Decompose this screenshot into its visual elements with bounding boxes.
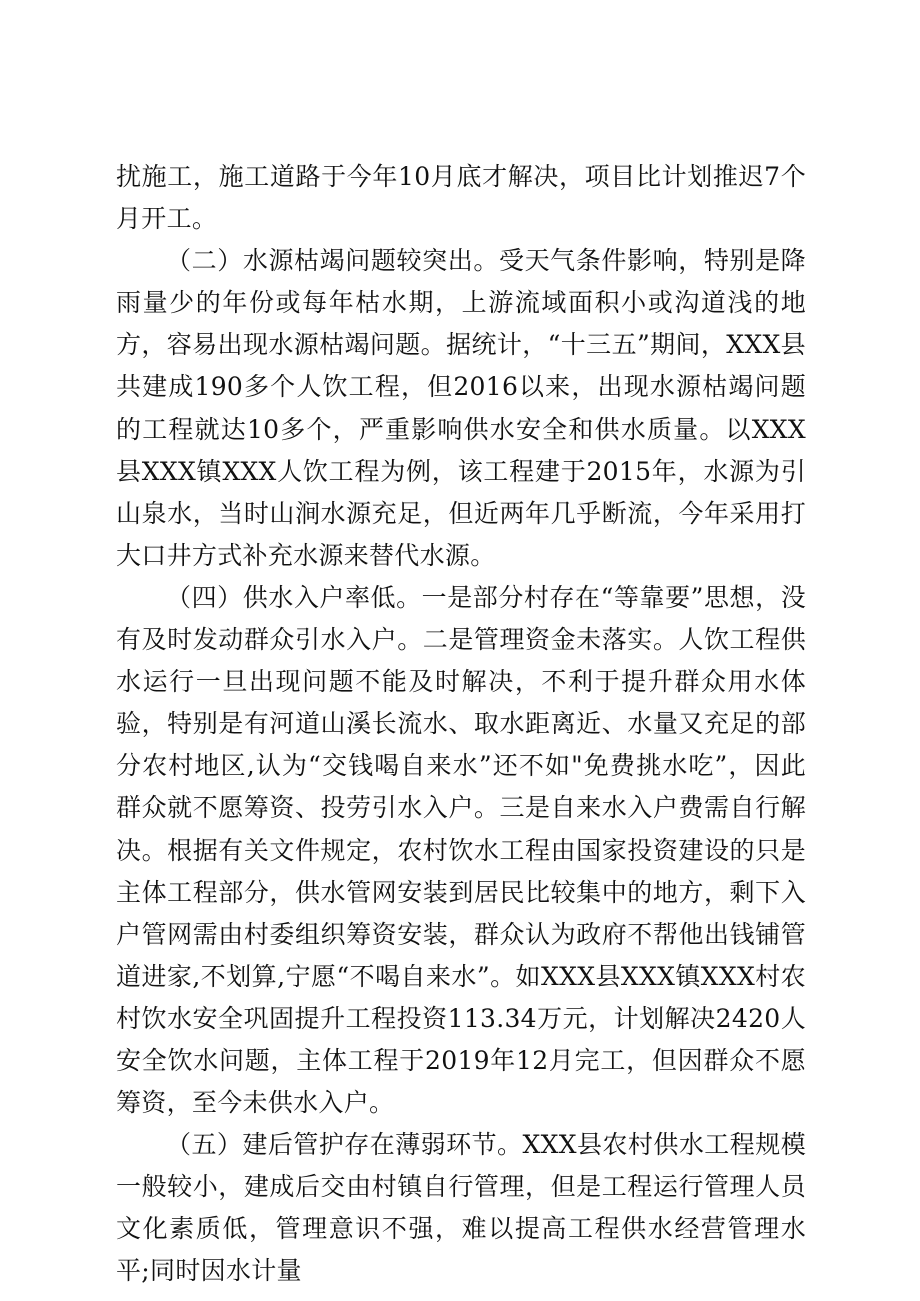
paragraph-low-household-connection: （四）供水入户率低。一是部分村存在“等靠要”思想，没有及时发动群众引水入户。二是管理资金未落实。人饮工程供水运行一旦出现问题不能及时解决，不利于提升群众用水体验，特别是有河道山溪长流水、取水距离近、水量又充足的部分农村地区,认为“交钱喝自来水”还不如"免费挑水吃”，因此群众就不愿筹资、投劳引水入户。三是自来水入户费需自行解决。根据有关文件规定，农村饮水工程由国家投资建设的只是主体工程部分，供水管网安装到居民比较集中的地方，剩下入户管网需由村委组织筹资安装，群众认为政府不帮他出钱铺管道进家,不划算,宁愿“不喝自来水”。如XXX县XXX镇XXX村农村饮水安全巩固提升工程投资113.34万元，计划解决2420人安全饮水问题，主体工程于2019年12月完工，但因群众不愿筹资，至今未供水入户。	[116, 582, 806, 1118]
paragraph-post-construction-management: （五）建后管护存在薄弱环节。XXX县农村供水工程规模一般较小，建成后交由村镇自行管理，但是工程运行管理人员文化素质低，管理意识不强，难以提高工程供水经营管理水平;同时因水计量	[116, 1130, 806, 1286]
document-body	[116, 156, 806, 1293]
paragraph-water-source-depletion: （二）水源枯竭问题较突出。受天气条件影响，特别是降雨量少的年份或每年枯水期，上游流域面积小或沟道浅的地方，容易出现水源枯竭问题。据统计，“十三五”期间，XXX县共建成190多个人饮工程，但2016以来，出现水源枯竭问题的工程就达10多个，严重影响供水安全和供水质量。以XXX县XXX镇XXX人饮工程为例，该工程建于2015年，水源为引山泉水，当时山涧水源充足，但近两年几乎断流，今年采用打大口井方式补充水源来替代水源。	[116, 246, 806, 570]
paragraph-continuation: 扰施工，施工道路于今年10月底才解决，项目比计划推迟7个月开工。	[116, 162, 806, 234]
